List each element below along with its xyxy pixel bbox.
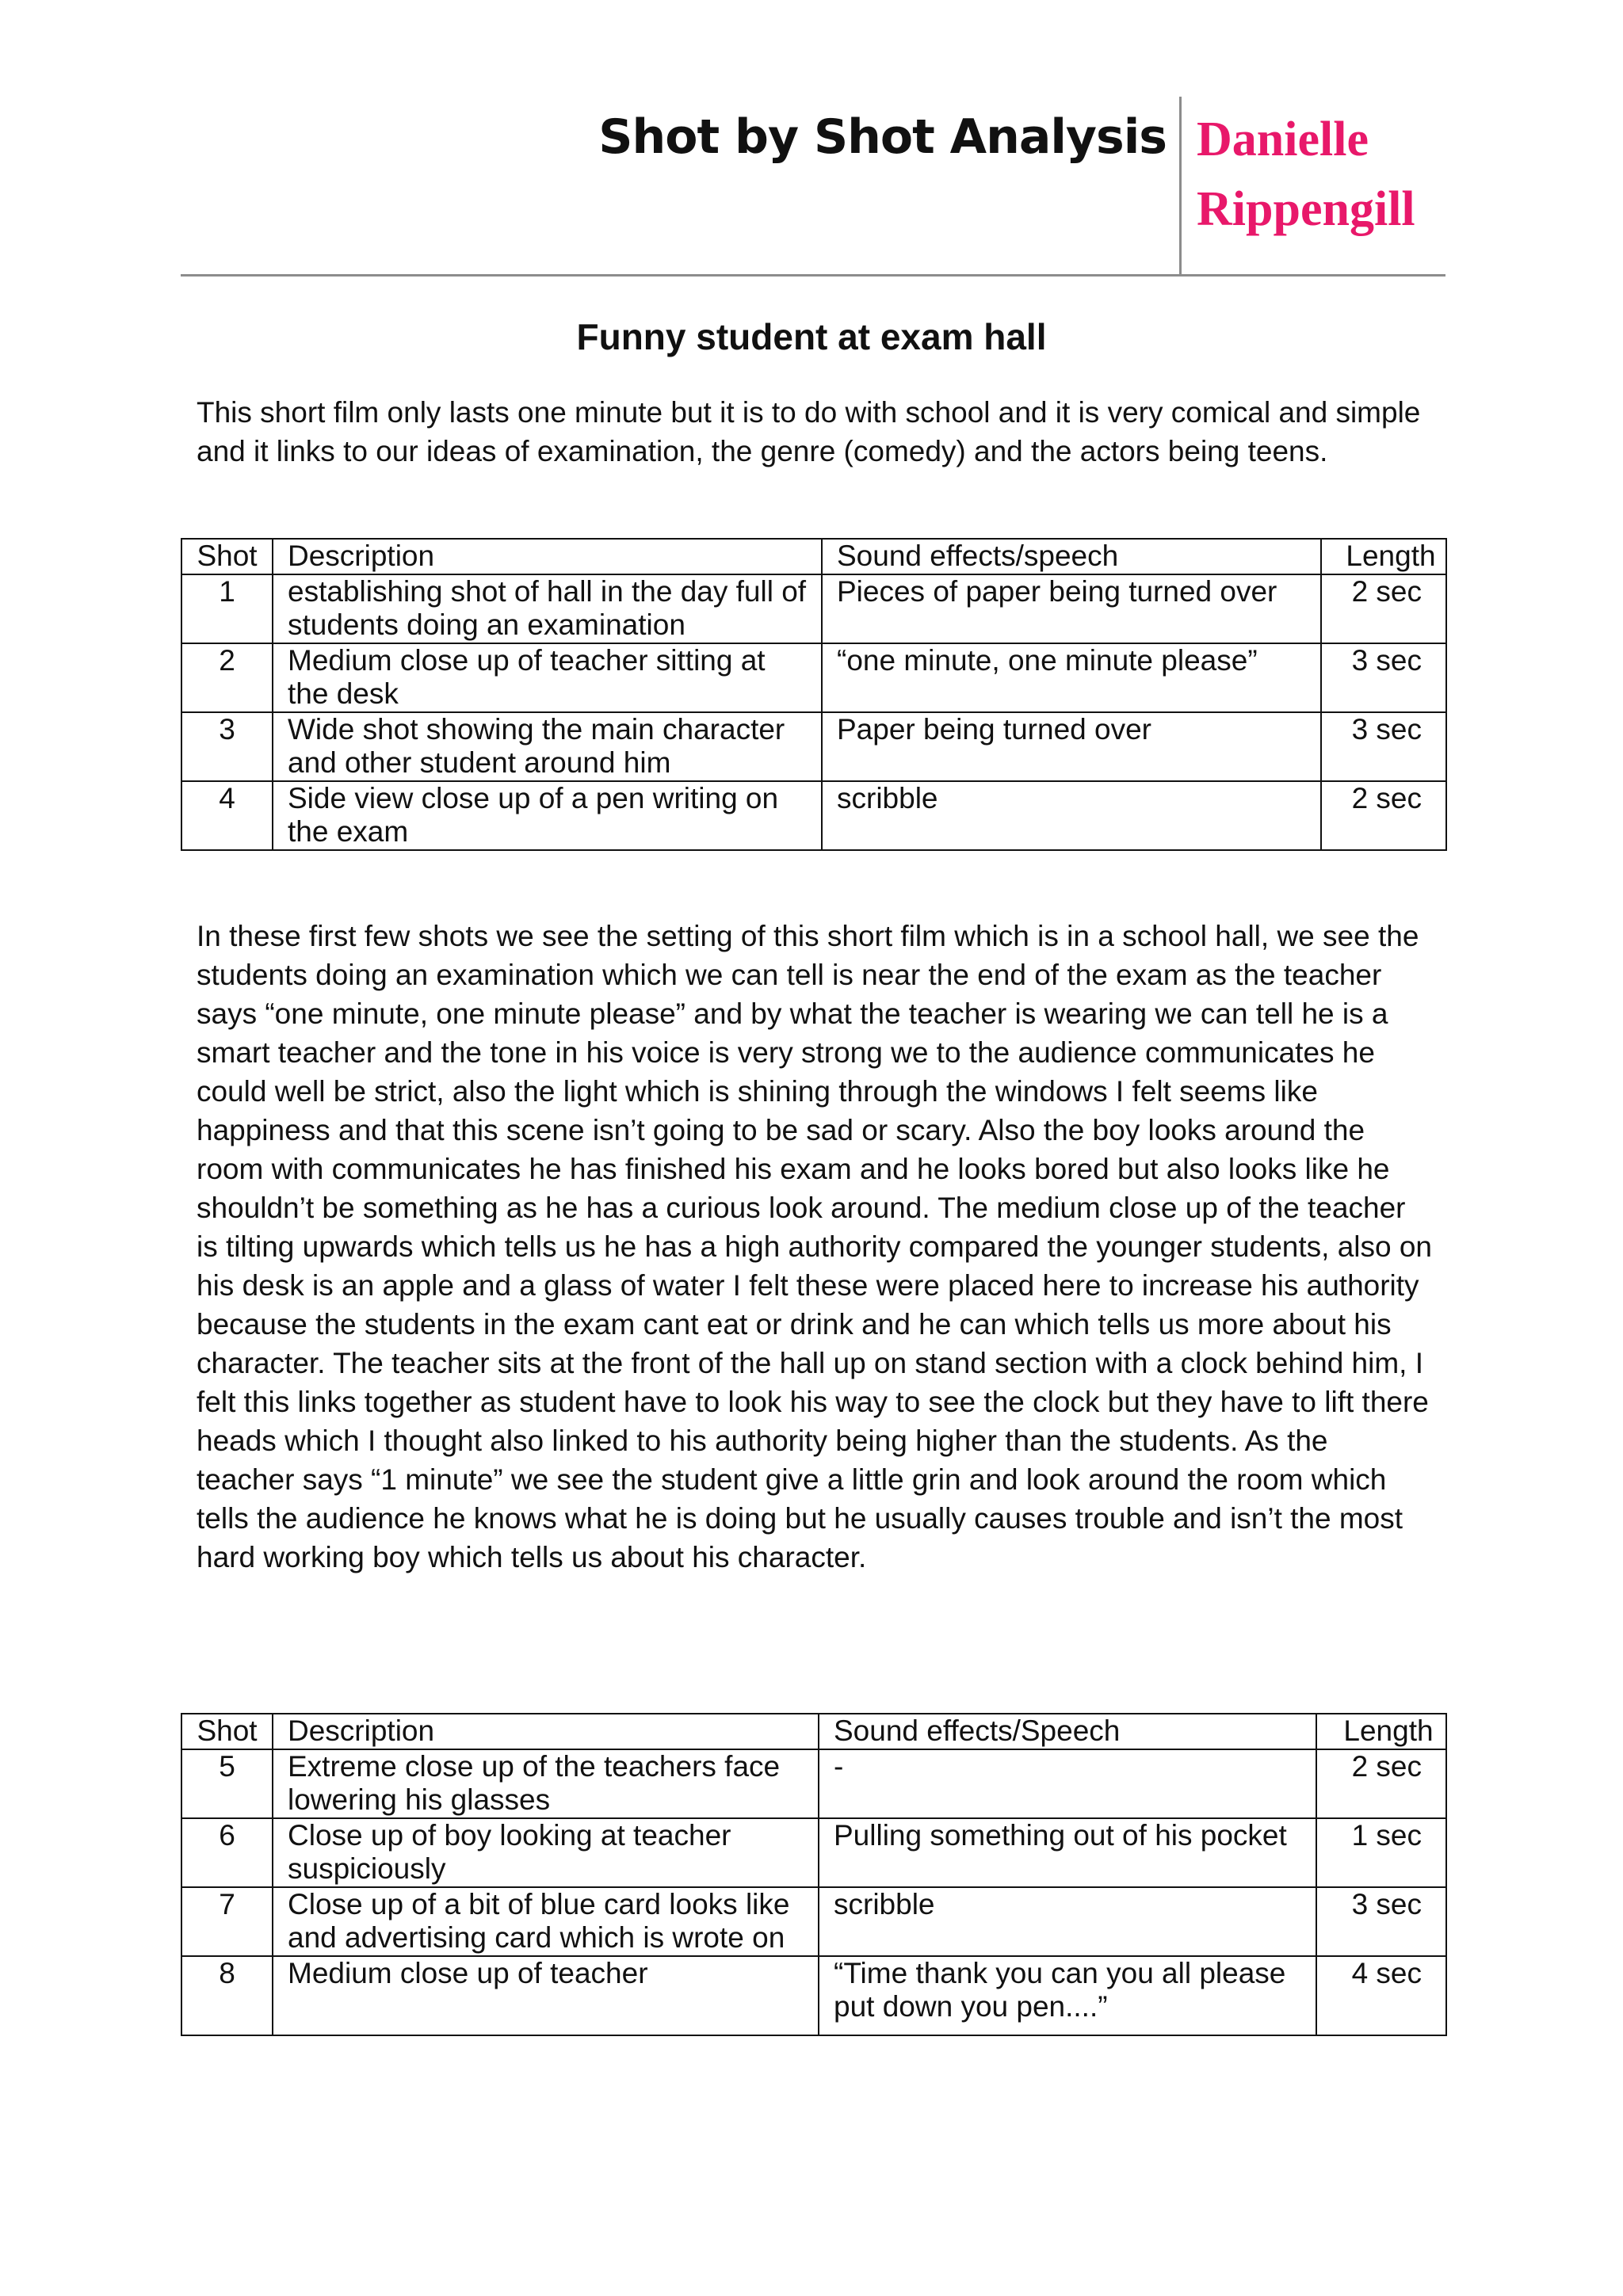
table-row bbox=[181, 1956, 1446, 2035]
author-name bbox=[1197, 105, 1415, 244]
shot-length: 4 sec bbox=[1316, 1956, 1446, 2035]
shot-number: 2 bbox=[181, 643, 273, 712]
shot-length: 3 sec bbox=[1321, 712, 1446, 781]
document-title: Shot by Shot Analysis bbox=[598, 109, 1167, 165]
table-row bbox=[181, 781, 1446, 850]
header-sound: Sound effects/Speech bbox=[819, 1714, 1316, 1749]
shot-number: 3 bbox=[181, 712, 273, 781]
header-description: Description bbox=[273, 1714, 819, 1749]
table-header-row bbox=[181, 539, 1446, 574]
shot-description: Medium close up of teacher sitting at the desk bbox=[273, 643, 822, 712]
analysis-paragraph: In these first few shots we see the setting of this short film which is in a school hall, we see the students doing an examination which we can tell is near the end of the exam as the teacher says “one minute, one minute please” and by what the teacher is wearing we can tell he is a smart teacher and the tone in his voice is very strong we to the audience communicates he could well be strict, also the light which is shining through the windows I felt seems like happiness and that this scene isn’t going to be sad or scary. Also the boy looks around the room with communicates he has finished his exam and he looks bored but also looks like he shouldn’t be something as he has a curious look around. The medium close up of the teacher is tilting upwards which tells us he has a high authority compared the younger students, also on his desk is an apple and a glass of water I felt these were placed here to increase his authority because the students in the exam cant eat or drink and he can which tells us more about his character. The teacher sits at the front of the hall up on stand section with a clock behind him, I felt this links together as student have to look his way to see the clock but they have to lift there heads which I thought also linked to his authority being higher than the students. As the teacher says “1 minute” we see the student give a little grin and look around the room which tells the audience he knows what he is doing but he usually causes trouble and isn’t the most hard working boy which tells us about his character. bbox=[197, 920, 1433, 1573]
table-row bbox=[181, 1887, 1446, 1956]
shot-number: 6 bbox=[181, 1818, 273, 1887]
shot-number: 5 bbox=[181, 1749, 273, 1818]
shot-length: 3 sec bbox=[1321, 643, 1446, 712]
shot-number: 7 bbox=[181, 1887, 273, 1956]
shot-sound: scribble bbox=[822, 781, 1321, 850]
header-sound: Sound effects/speech bbox=[822, 539, 1321, 574]
shot-table-1 bbox=[181, 538, 1447, 851]
shot-description: Close up of a bit of blue card looks like and advertising card which is wrote on bbox=[273, 1887, 819, 1956]
document-header bbox=[181, 93, 1445, 277]
header-length: Length bbox=[1321, 539, 1446, 574]
shot-sound: “one minute, one minute please” bbox=[822, 643, 1321, 712]
shot-sound: Pieces of paper being turned over bbox=[822, 574, 1321, 643]
table-header-row bbox=[181, 1714, 1446, 1749]
shot-sound: Paper being turned over bbox=[822, 712, 1321, 781]
shot-description: Extreme close up of the teachers face lowering his glasses bbox=[273, 1749, 819, 1818]
table-row bbox=[181, 574, 1446, 643]
table-row bbox=[181, 1818, 1446, 1887]
author-first-name: Danielle bbox=[1197, 113, 1369, 166]
table-row bbox=[181, 643, 1446, 712]
author-last-name: Rippengill bbox=[1197, 182, 1415, 236]
shot-description: Medium close up of teacher bbox=[273, 1956, 819, 2035]
film-title: Funny student at exam hall bbox=[576, 316, 1047, 357]
header-description: Description bbox=[273, 539, 822, 574]
shot-number: 8 bbox=[181, 1956, 273, 2035]
shot-length: 3 sec bbox=[1316, 1887, 1446, 1956]
table-row bbox=[181, 712, 1446, 781]
shot-description: Wide shot showing the main character and other student around him bbox=[273, 712, 822, 781]
shot-table-2 bbox=[181, 1713, 1447, 2036]
header-shot: Shot bbox=[181, 539, 273, 574]
shot-description: Close up of boy looking at teacher suspiciously bbox=[273, 1818, 819, 1887]
header-divider bbox=[1179, 97, 1182, 274]
shot-length: 2 sec bbox=[1316, 1749, 1446, 1818]
shot-sound: “Time thank you can you all please put down you pen....” bbox=[819, 1956, 1316, 2035]
intro-paragraph: This short film only lasts one minute but it is to do with school and it is very comical and simple and it links to our ideas of examination, the genre (comedy) and the actors being teens. bbox=[197, 396, 1421, 467]
shot-sound: Pulling something out of his pocket bbox=[819, 1818, 1316, 1887]
shot-number: 4 bbox=[181, 781, 273, 850]
shot-length: 1 sec bbox=[1316, 1818, 1446, 1887]
shot-sound: - bbox=[819, 1749, 1316, 1818]
shot-sound: scribble bbox=[819, 1887, 1316, 1956]
shot-length: 2 sec bbox=[1321, 574, 1446, 643]
shot-length: 2 sec bbox=[1321, 781, 1446, 850]
shot-description: Side view close up of a pen writing on the exam bbox=[273, 781, 822, 850]
header-length: Length bbox=[1316, 1714, 1446, 1749]
header-shot: Shot bbox=[181, 1714, 273, 1749]
shot-number: 1 bbox=[181, 574, 273, 643]
table-row bbox=[181, 1749, 1446, 1818]
shot-description: establishing shot of hall in the day full of students doing an examination bbox=[273, 574, 822, 643]
